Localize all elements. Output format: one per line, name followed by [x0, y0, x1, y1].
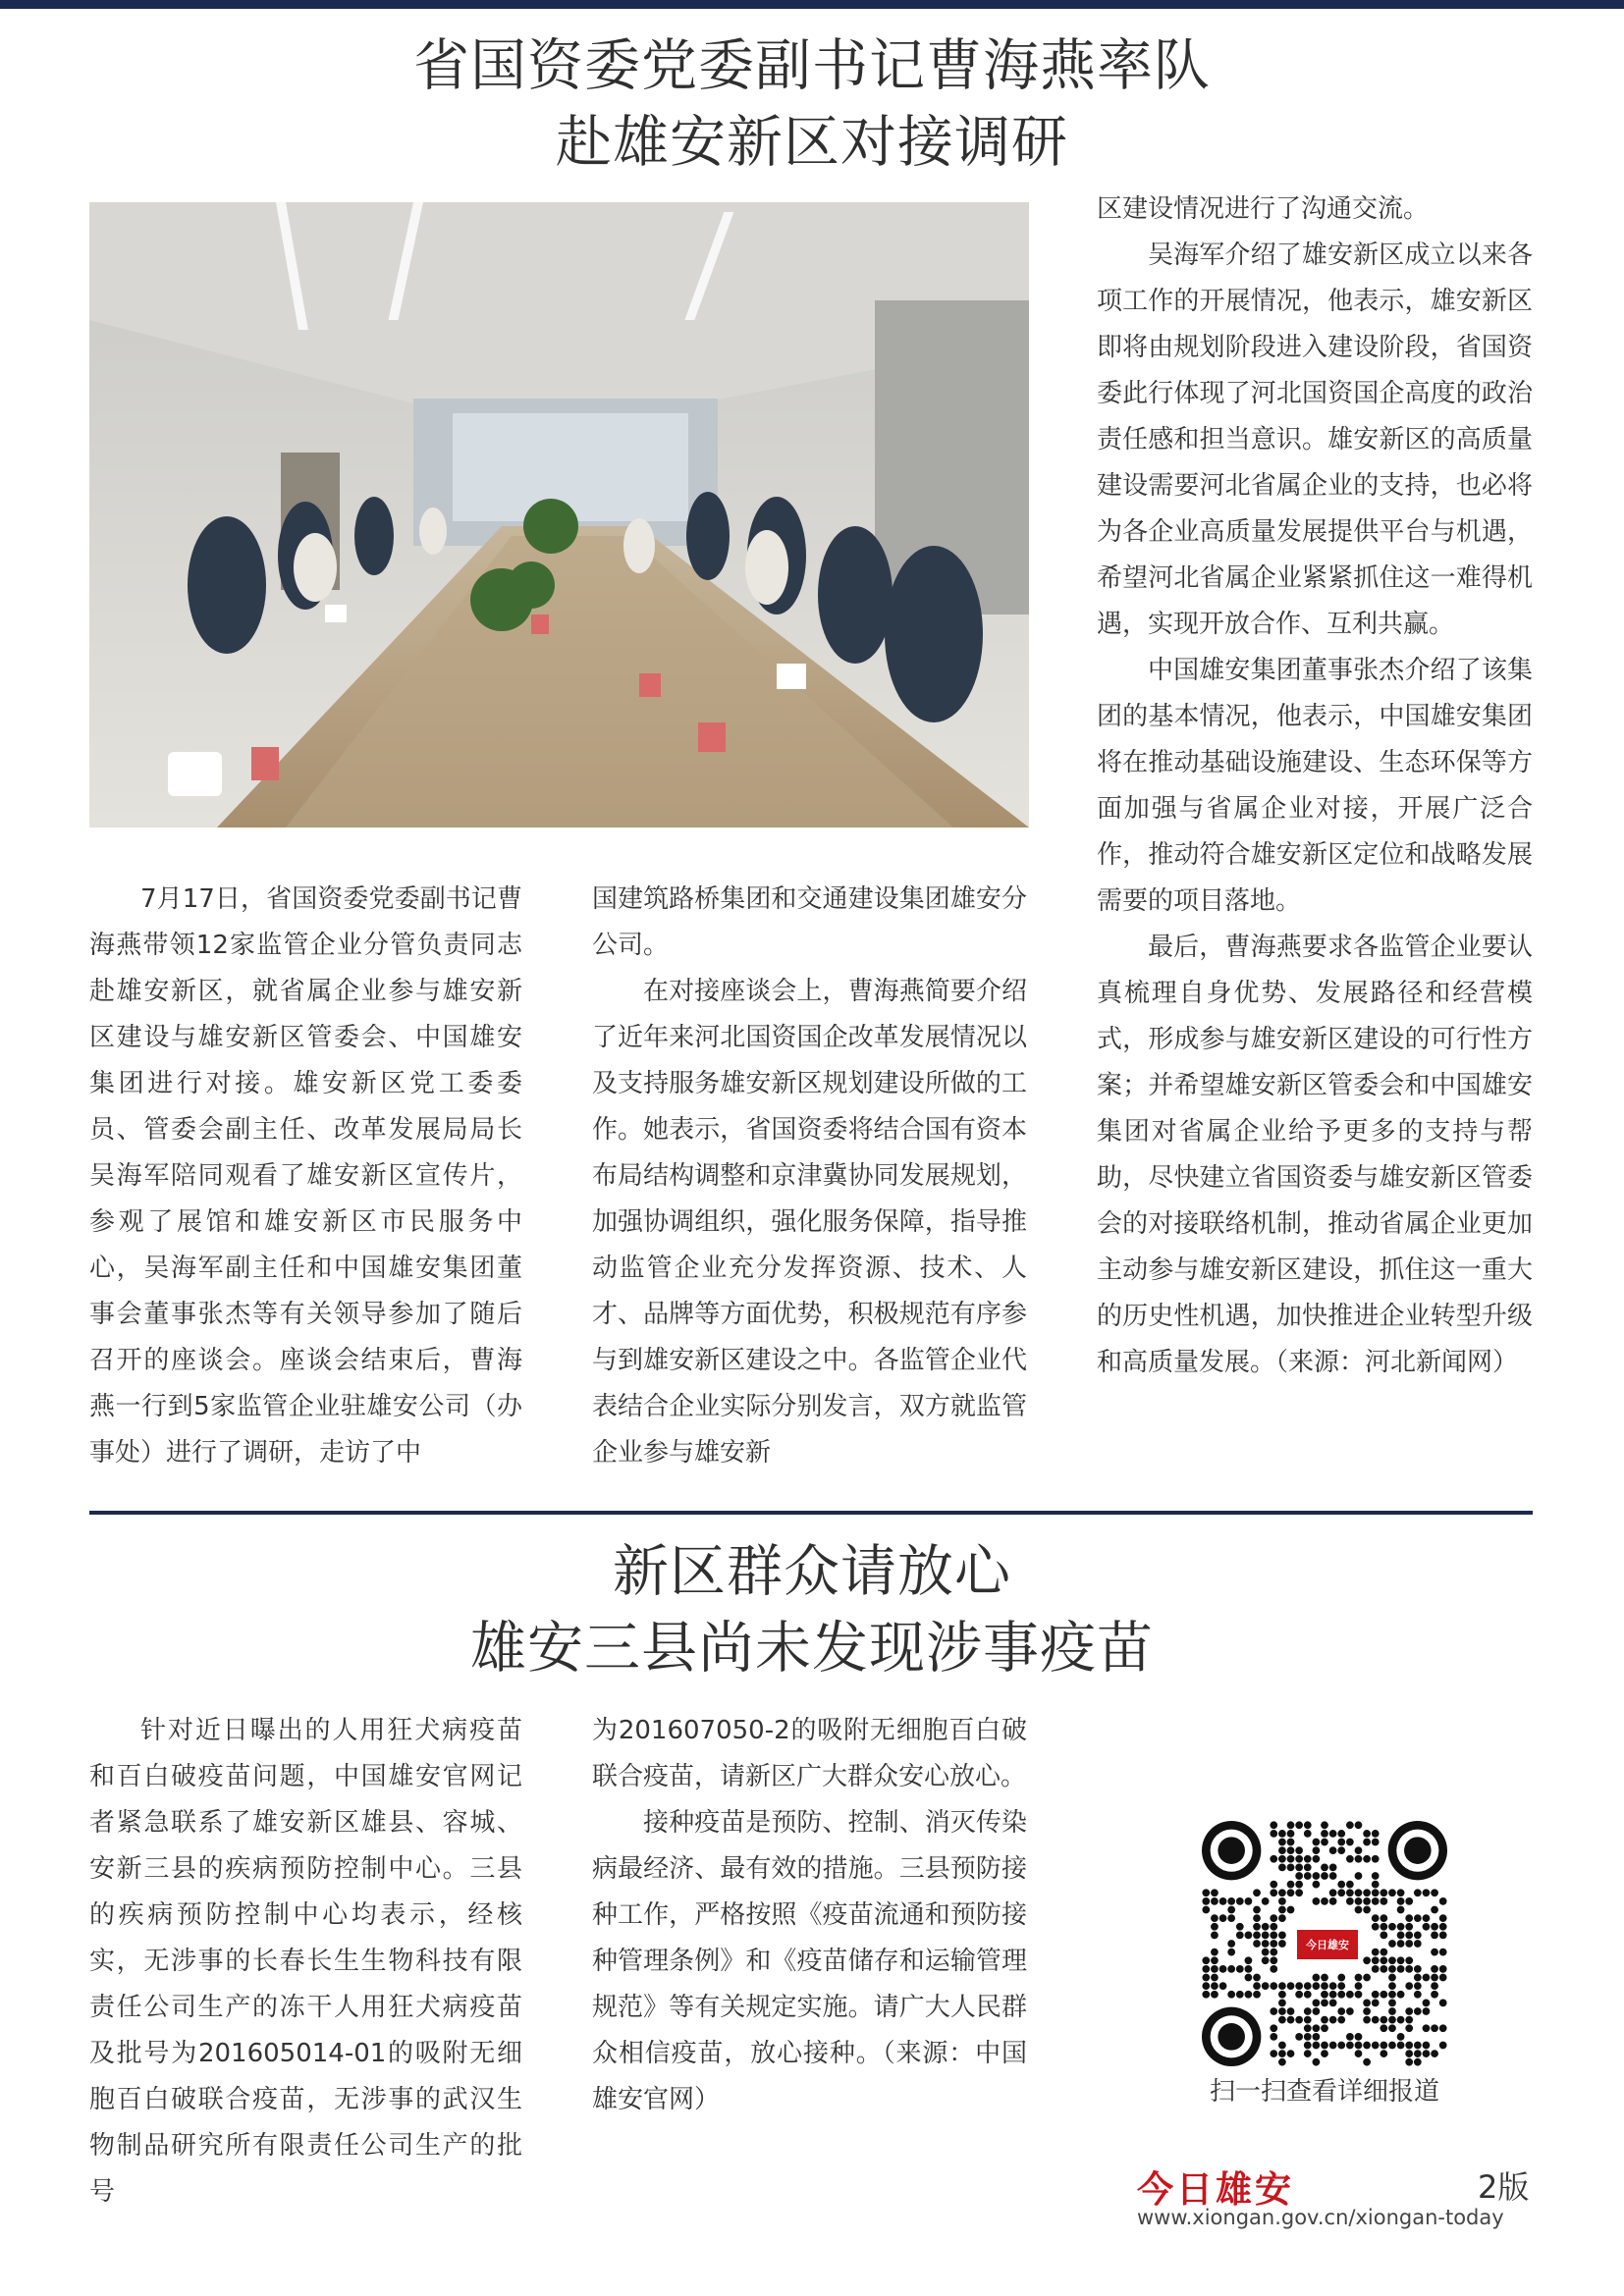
- article2-col1-paragraph: 针对近日曝出的人用狂犬病疫苗和百白破疫苗问题，中国雄安官网记者紧急联系了雄安新区雄县、容城、安新三县的疾病预防控制中心。三县的疾病预防控制中心均表示，经核实，无涉事的长春长生生物科技有限责任公司生产的冻干人用狂犬病疫苗及批号为201605014-01的吸附无细胞百白破联合疫苗，无涉事的武汉生物制品研究所有限责任公司生产的批号: [89, 1716, 522, 2207]
- article2-title-line2: 雄安三县尚未发现涉事疫苗: [470, 1616, 1154, 1681]
- article1-col3-paragraph: 中国雄安集团董事张杰介绍了该集团的基本情况，他表示，中国雄安集团将在推动基础设施建设、生态环保等方面加强与省属企业对接，开展广泛合作，推动符合雄安新区定位和战略发展需要的项目落地。: [1097, 656, 1533, 916]
- article1-title-line2: 赴雄安新区对接调研: [556, 110, 1068, 175]
- qr-center-label: 今日雄安: [1306, 1939, 1349, 1951]
- article1-column-3: [1097, 187, 1533, 1386]
- page-number: 2版: [1478, 2168, 1530, 2206]
- article1-col3-paragraph-continued: 区建设情况进行了沟通交流。: [1097, 194, 1430, 224]
- masthead-logo: 今日雄安: [1137, 2167, 1294, 2211]
- article1-col2-paragraph: 在对接座谈会上，曹海燕简要介绍了近年来河北国资国企改革发展情况以及支持服务雄安新区规划建设所做的工作。她表示，省国资委将结合国有资本布局结构调整和京津冀协同发展规划，加强协调组织，强化服务保障，指导推动监管企业充分发挥资源、技术、人才、品牌等方面优势，积极规范有序参与到雄安新区建设之中。各监管企业代表结合企业实际分别发言，双方就监管企业参与雄安新: [592, 977, 1027, 1468]
- meeting-photo-illustration: [89, 202, 1029, 828]
- article2-title: [0, 1533, 1624, 1686]
- article1-title: [0, 27, 1624, 181]
- footer-url: www.xiongan.gov.cn/xiongan-today: [1137, 2206, 1504, 2229]
- article1-col2-paragraph-continued: 国建筑路桥集团和交通建设集团雄安分公司。: [592, 884, 1027, 960]
- article2-col2-paragraph-continued: 为201607050-2的吸附无细胞百白破联合疫苗，请新区广大群众安心放心。: [592, 1716, 1027, 1791]
- top-rule: [0, 0, 1624, 9]
- article2-title-line1: 新区群众请放心: [613, 1539, 1011, 1604]
- meeting-photo: [89, 202, 1029, 828]
- article1-col3-paragraph: 最后，曹海燕要求各监管企业要认真梳理自身优势、发展路径和经营模式，形成参与雄安新区建设的可行性方案；并希望雄安新区管委会和中国雄安集团对省属企业给予更多的支持与帮助，尽快建立省国资委与雄安新区管委会的对接联络机制，推动省属企业更加主动参与雄安新区建设，抓住这一重大的历史性机遇，加快推进企业转型升级和高质量发展。（来源：河北新闻网）: [1097, 933, 1533, 1377]
- article-divider: [89, 1511, 1533, 1515]
- article1-column-1: [89, 877, 522, 1476]
- article1-title-line1: 省国资委党委副书记曹海燕率队: [413, 33, 1211, 98]
- article1-col3-paragraph: 吴海军介绍了雄安新区成立以来各项工作的开展情况，他表示，雄安新区即将由规划阶段进入建设阶段，省国资委此行体现了河北国资国企高度的政治责任感和担当意识。雄安新区的高质量建设需要河北省属企业的支持，也必将为各企业高质量发展提供平台与机遇，希望河北省属企业紧紧抓住这一难得机遇，实现开放合作、互利共赢。: [1097, 240, 1533, 639]
- article2-column-2: [592, 1708, 1027, 2123]
- qr-center-logo: [1294, 1927, 1361, 1962]
- qr-caption: 扫一扫查看详细报道: [1209, 2077, 1439, 2107]
- qr-code[interactable]: [1202, 1821, 1447, 2066]
- article1-col1-paragraph: 7月17日，省国资委党委副书记曹海燕带领12家监管企业分管负责同志赴雄安新区，就省属企业参与雄安新区建设与雄安新区管委会、中国雄安集团进行对接。雄安新区党工委委员、管委会副主任、改革发展局局长吴海军陪同观看了雄安新区宣传片，参观了展馆和雄安新区市民服务中心，吴海军副主任和中国雄安集团董事会董事张杰等有关领导参加了随后召开的座谈会。座谈会结束后，曹海燕一行到5家监管企业驻雄安公司（办事处）进行了调研，走访了中: [89, 884, 522, 1468]
- article1-column-2: [592, 877, 1027, 1476]
- article2-col2-paragraph: 接种疫苗是预防、控制、消灭传染病最经济、最有效的措施。三县预防接种工作，严格按照《疫苗流通和预防接种管理条例》和《疫苗储存和运输管理规范》等有关规定实施。请广大人民群众相信疫苗，放心接种。（来源：中国雄安官网）: [592, 1808, 1027, 2114]
- article2-column-1: [89, 1708, 522, 2216]
